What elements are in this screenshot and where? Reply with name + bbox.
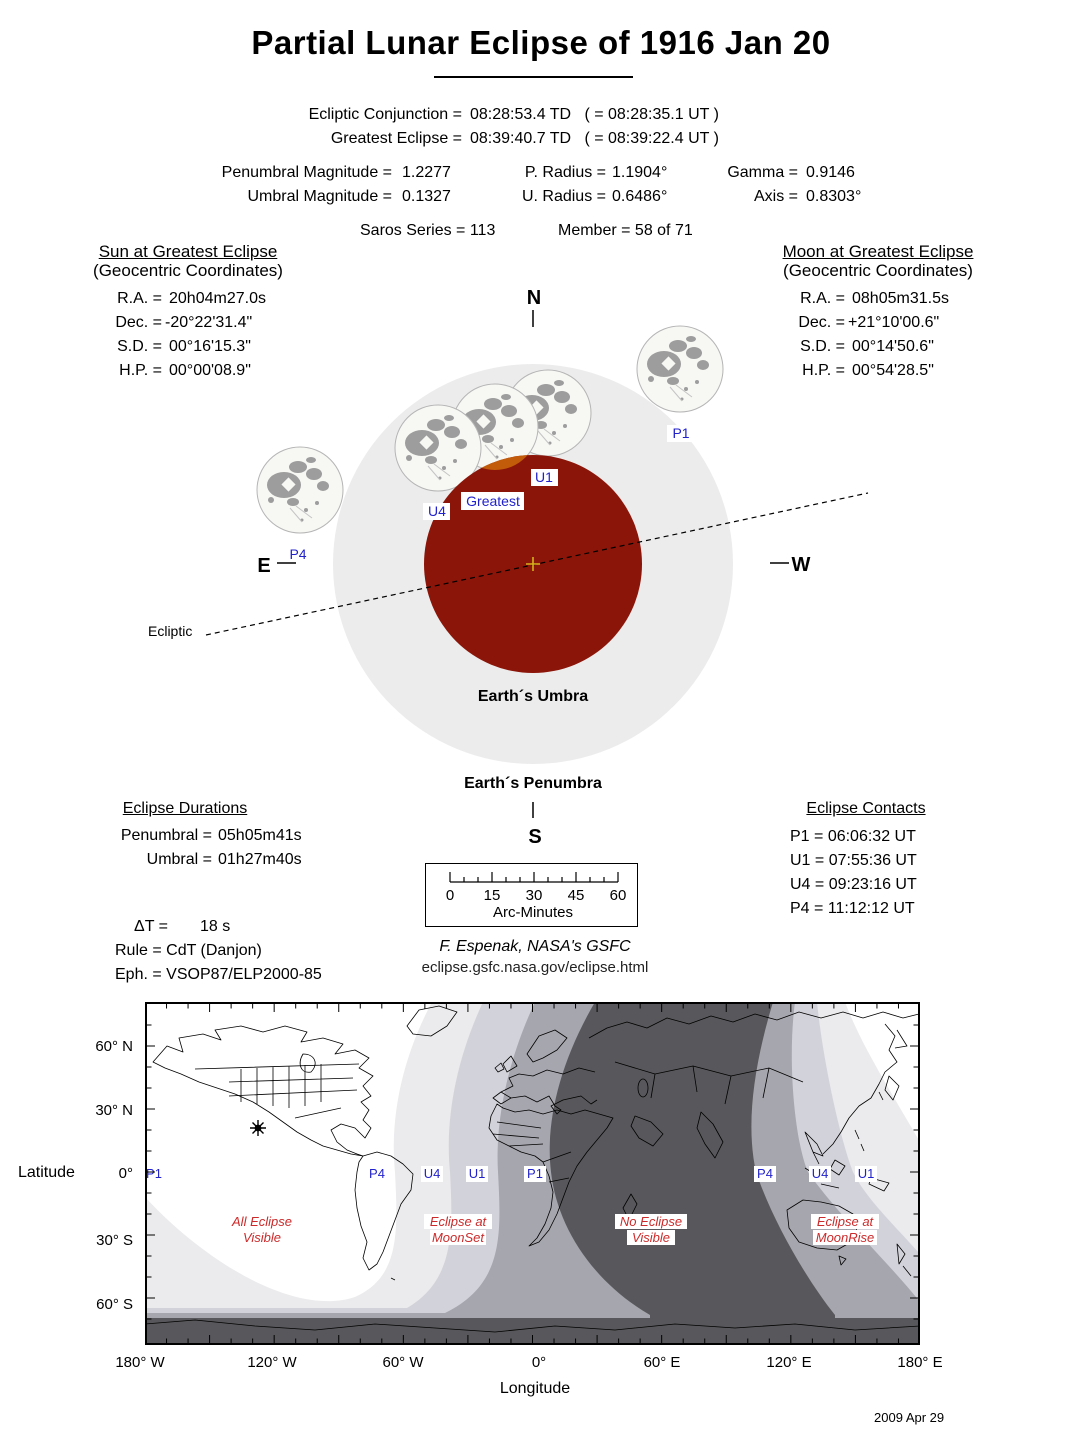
- lat-30s: 30° S: [96, 1232, 133, 1249]
- greatest-eclipse-label: Greatest Eclipse =: [330, 130, 462, 147]
- durations-title: Eclipse Durations: [122, 800, 248, 817]
- visibility-map: [145, 1002, 920, 1345]
- umbra-caption: Earth´s Umbra: [477, 688, 589, 705]
- lon-120w: 120° W: [247, 1354, 297, 1371]
- map-contact-west-p1: P1: [527, 1166, 543, 1181]
- moon-hp-value: 00°54'28.5": [852, 362, 934, 379]
- ruler-tick-15: 15: [483, 887, 501, 904]
- umbral-duration-label: Umbral =: [146, 851, 212, 868]
- umbral-magnitude-label: Umbral Magnitude =: [247, 188, 392, 205]
- moon-at-p4: [257, 447, 343, 533]
- greatest-label: Greatest: [466, 493, 520, 509]
- u-radius-value: 0.6486°: [612, 188, 668, 205]
- moon-dec-value: +21°10'00.6": [848, 314, 940, 331]
- contact-u4-row: [790, 875, 917, 894]
- contacts-title: Eclipse Contacts: [806, 800, 926, 817]
- region-moonrise-line1: Eclipse at: [816, 1214, 874, 1229]
- page-title: Partial Lunar Eclipse of 1916 Jan 20: [251, 24, 831, 61]
- contact-u4-label: U4 =: [790, 876, 825, 893]
- rule-line: Rule = CdT (Danjon): [115, 942, 262, 959]
- credit-author: F. Espenak, NASA's GSFC: [439, 938, 631, 955]
- compass-east: E: [257, 555, 271, 577]
- sun-panel-subtitle: (Geocentric Coordinates): [93, 261, 283, 280]
- region-moonrise-line2: MoonRise: [815, 1230, 875, 1245]
- lat-60n: 60° N: [95, 1038, 133, 1055]
- u4-label: U4: [428, 503, 446, 519]
- delta-t-value: 18 s: [200, 918, 231, 935]
- sun-dec-value: -20°22'31.4": [165, 314, 253, 331]
- lon-60w: 60° W: [382, 1354, 424, 1371]
- p-radius-value: 1.1904°: [612, 164, 668, 181]
- map-contact-east-p4: P4: [757, 1166, 773, 1181]
- title-underline: [434, 76, 633, 78]
- map-contact-west-u1: U1: [468, 1166, 486, 1181]
- compass-north: N: [526, 287, 542, 309]
- p1-label: P1: [672, 425, 690, 441]
- compass-south: S: [528, 826, 542, 848]
- umbral-magnitude-value: 0.1327: [402, 188, 451, 205]
- map-contact-west-p1-edge: P1: [146, 1166, 162, 1181]
- region-moonset-line1: Eclipse at: [429, 1214, 487, 1229]
- contact-u1-label: U1 =: [790, 852, 825, 869]
- moon-ra-value: 08h05m31.5s: [852, 290, 949, 307]
- lon-60e: 60° E: [643, 1354, 681, 1371]
- moon-panel-subtitle: (Geocentric Coordinates): [783, 261, 973, 280]
- umbral-duration-value: 01h27m40s: [218, 851, 302, 868]
- sun-ra-value: 20h04m27.0s: [169, 290, 266, 307]
- map-contact-west-p4: P4: [369, 1166, 385, 1181]
- axis-label: Axis =: [753, 188, 798, 205]
- penumbral-duration-label: Penumbral =: [120, 827, 212, 844]
- map-contact-west-u4: U4: [423, 1166, 441, 1181]
- contact-p4-value: 11:12:12 UT: [827, 900, 915, 917]
- ruler-tick-0: 0: [445, 887, 455, 904]
- contact-u1-value: 07:55:36 UT: [828, 852, 917, 869]
- longitude-axis-title: Longitude: [499, 1380, 571, 1397]
- moon-panel-title: Moon at Greatest Eclipse: [782, 242, 974, 261]
- region-moonset-line2: MoonSet: [431, 1230, 485, 1245]
- ephemeris-line: Eph. = VSOP87/ELP2000-85: [115, 966, 322, 983]
- conjunction-value: 08:28:53.4 TD ( = 08:28:35.1 UT ): [470, 106, 719, 123]
- penumbra-caption: Earth´s Penumbra: [464, 775, 602, 792]
- compass-west: W: [791, 554, 811, 576]
- ruler-tick-45: 45: [567, 887, 585, 904]
- sun-hp-label: H.P. =: [119, 362, 162, 379]
- contact-p4-row: [790, 899, 915, 918]
- lon-0: 0°: [531, 1354, 547, 1371]
- ruler-tick-30: 30: [525, 887, 543, 904]
- lon-120e: 120° E: [766, 1354, 812, 1371]
- lon-180w: 180° W: [115, 1354, 165, 1371]
- lat-0: 0°: [118, 1165, 133, 1182]
- ruler-ticks: [450, 872, 618, 882]
- ecliptic-label: Ecliptic: [148, 623, 193, 639]
- moon-ra-label: R.A. =: [800, 290, 845, 307]
- penumbral-duration-value: 05h05m41s: [218, 827, 302, 844]
- contact-p1-row: [790, 827, 916, 846]
- delta-t-label: ΔT =: [134, 918, 168, 935]
- region-no-eclipse-line1: No Eclipse: [619, 1214, 683, 1229]
- greatest-eclipse-value: 08:39:40.7 TD ( = 08:39:22.4 UT ): [470, 130, 719, 147]
- p4-label: P4: [289, 546, 307, 562]
- moon-hp-label: H.P. =: [802, 362, 845, 379]
- lat-60s: 60° S: [96, 1296, 133, 1313]
- map-contact-east-u1: U1: [857, 1166, 875, 1181]
- penumbral-magnitude-label: Penumbral Magnitude =: [221, 164, 392, 181]
- u-radius-label: U. Radius =: [521, 188, 606, 205]
- saros-member: Member = 58 of 71: [558, 222, 693, 239]
- moon-at-p1: [637, 326, 723, 412]
- revision-date: 2009 Apr 29: [874, 1410, 945, 1425]
- arcmin-ruler: [426, 864, 637, 926]
- map-contact-east-u4: U4: [811, 1166, 829, 1181]
- lat-30n: 30° N: [95, 1102, 133, 1119]
- latitude-axis-title: Latitude: [18, 1164, 75, 1181]
- saros-series: Saros Series = 113: [360, 222, 496, 239]
- region-all-eclipse-line2: Visible: [242, 1230, 282, 1245]
- contact-u1-row: [790, 851, 917, 870]
- contact-p1-value: 06:06:32 UT: [827, 828, 916, 845]
- moon-sd-label: S.D. =: [800, 338, 845, 355]
- lon-180e: 180° E: [897, 1354, 943, 1371]
- arcmin-scale-box: [425, 863, 638, 927]
- sun-panel-title: Sun at Greatest Eclipse: [98, 242, 278, 261]
- conjunction-label: Ecliptic Conjunction =: [308, 106, 462, 123]
- credit-url: eclipse.gsfc.nasa.gov/eclipse.html: [421, 959, 649, 976]
- gamma-value: 0.9146: [806, 164, 855, 181]
- moon-dec-label: Dec. =: [798, 314, 845, 331]
- region-no-eclipse-line2: Visible: [631, 1230, 671, 1245]
- sun-dec-label: Dec. =: [115, 314, 162, 331]
- p-radius-label: P. Radius =: [524, 164, 606, 181]
- contact-p4-label: P4 =: [790, 900, 824, 917]
- u1-label: U1: [535, 469, 553, 485]
- gamma-label: Gamma =: [727, 164, 798, 181]
- ruler-unit: Arc-Minutes: [492, 904, 574, 921]
- sun-sd-label: S.D. =: [117, 338, 162, 355]
- contact-p1-label: P1 =: [790, 828, 824, 845]
- penumbral-magnitude-value: 1.2277: [402, 164, 451, 181]
- sun-sd-value: 00°16'15.3": [169, 338, 251, 355]
- contact-u4-value: 09:23:16 UT: [828, 876, 917, 893]
- shadow-diagram: [0, 280, 1082, 855]
- moon-sd-value: 00°14'50.6": [852, 338, 934, 355]
- region-all-eclipse-line1: All Eclipse: [232, 1214, 292, 1229]
- sun-hp-value: 00°00'08.9": [169, 362, 251, 379]
- sun-ra-label: R.A. =: [117, 290, 162, 307]
- axis-value: 0.8303°: [806, 188, 862, 205]
- ruler-tick-60: 60: [609, 887, 627, 904]
